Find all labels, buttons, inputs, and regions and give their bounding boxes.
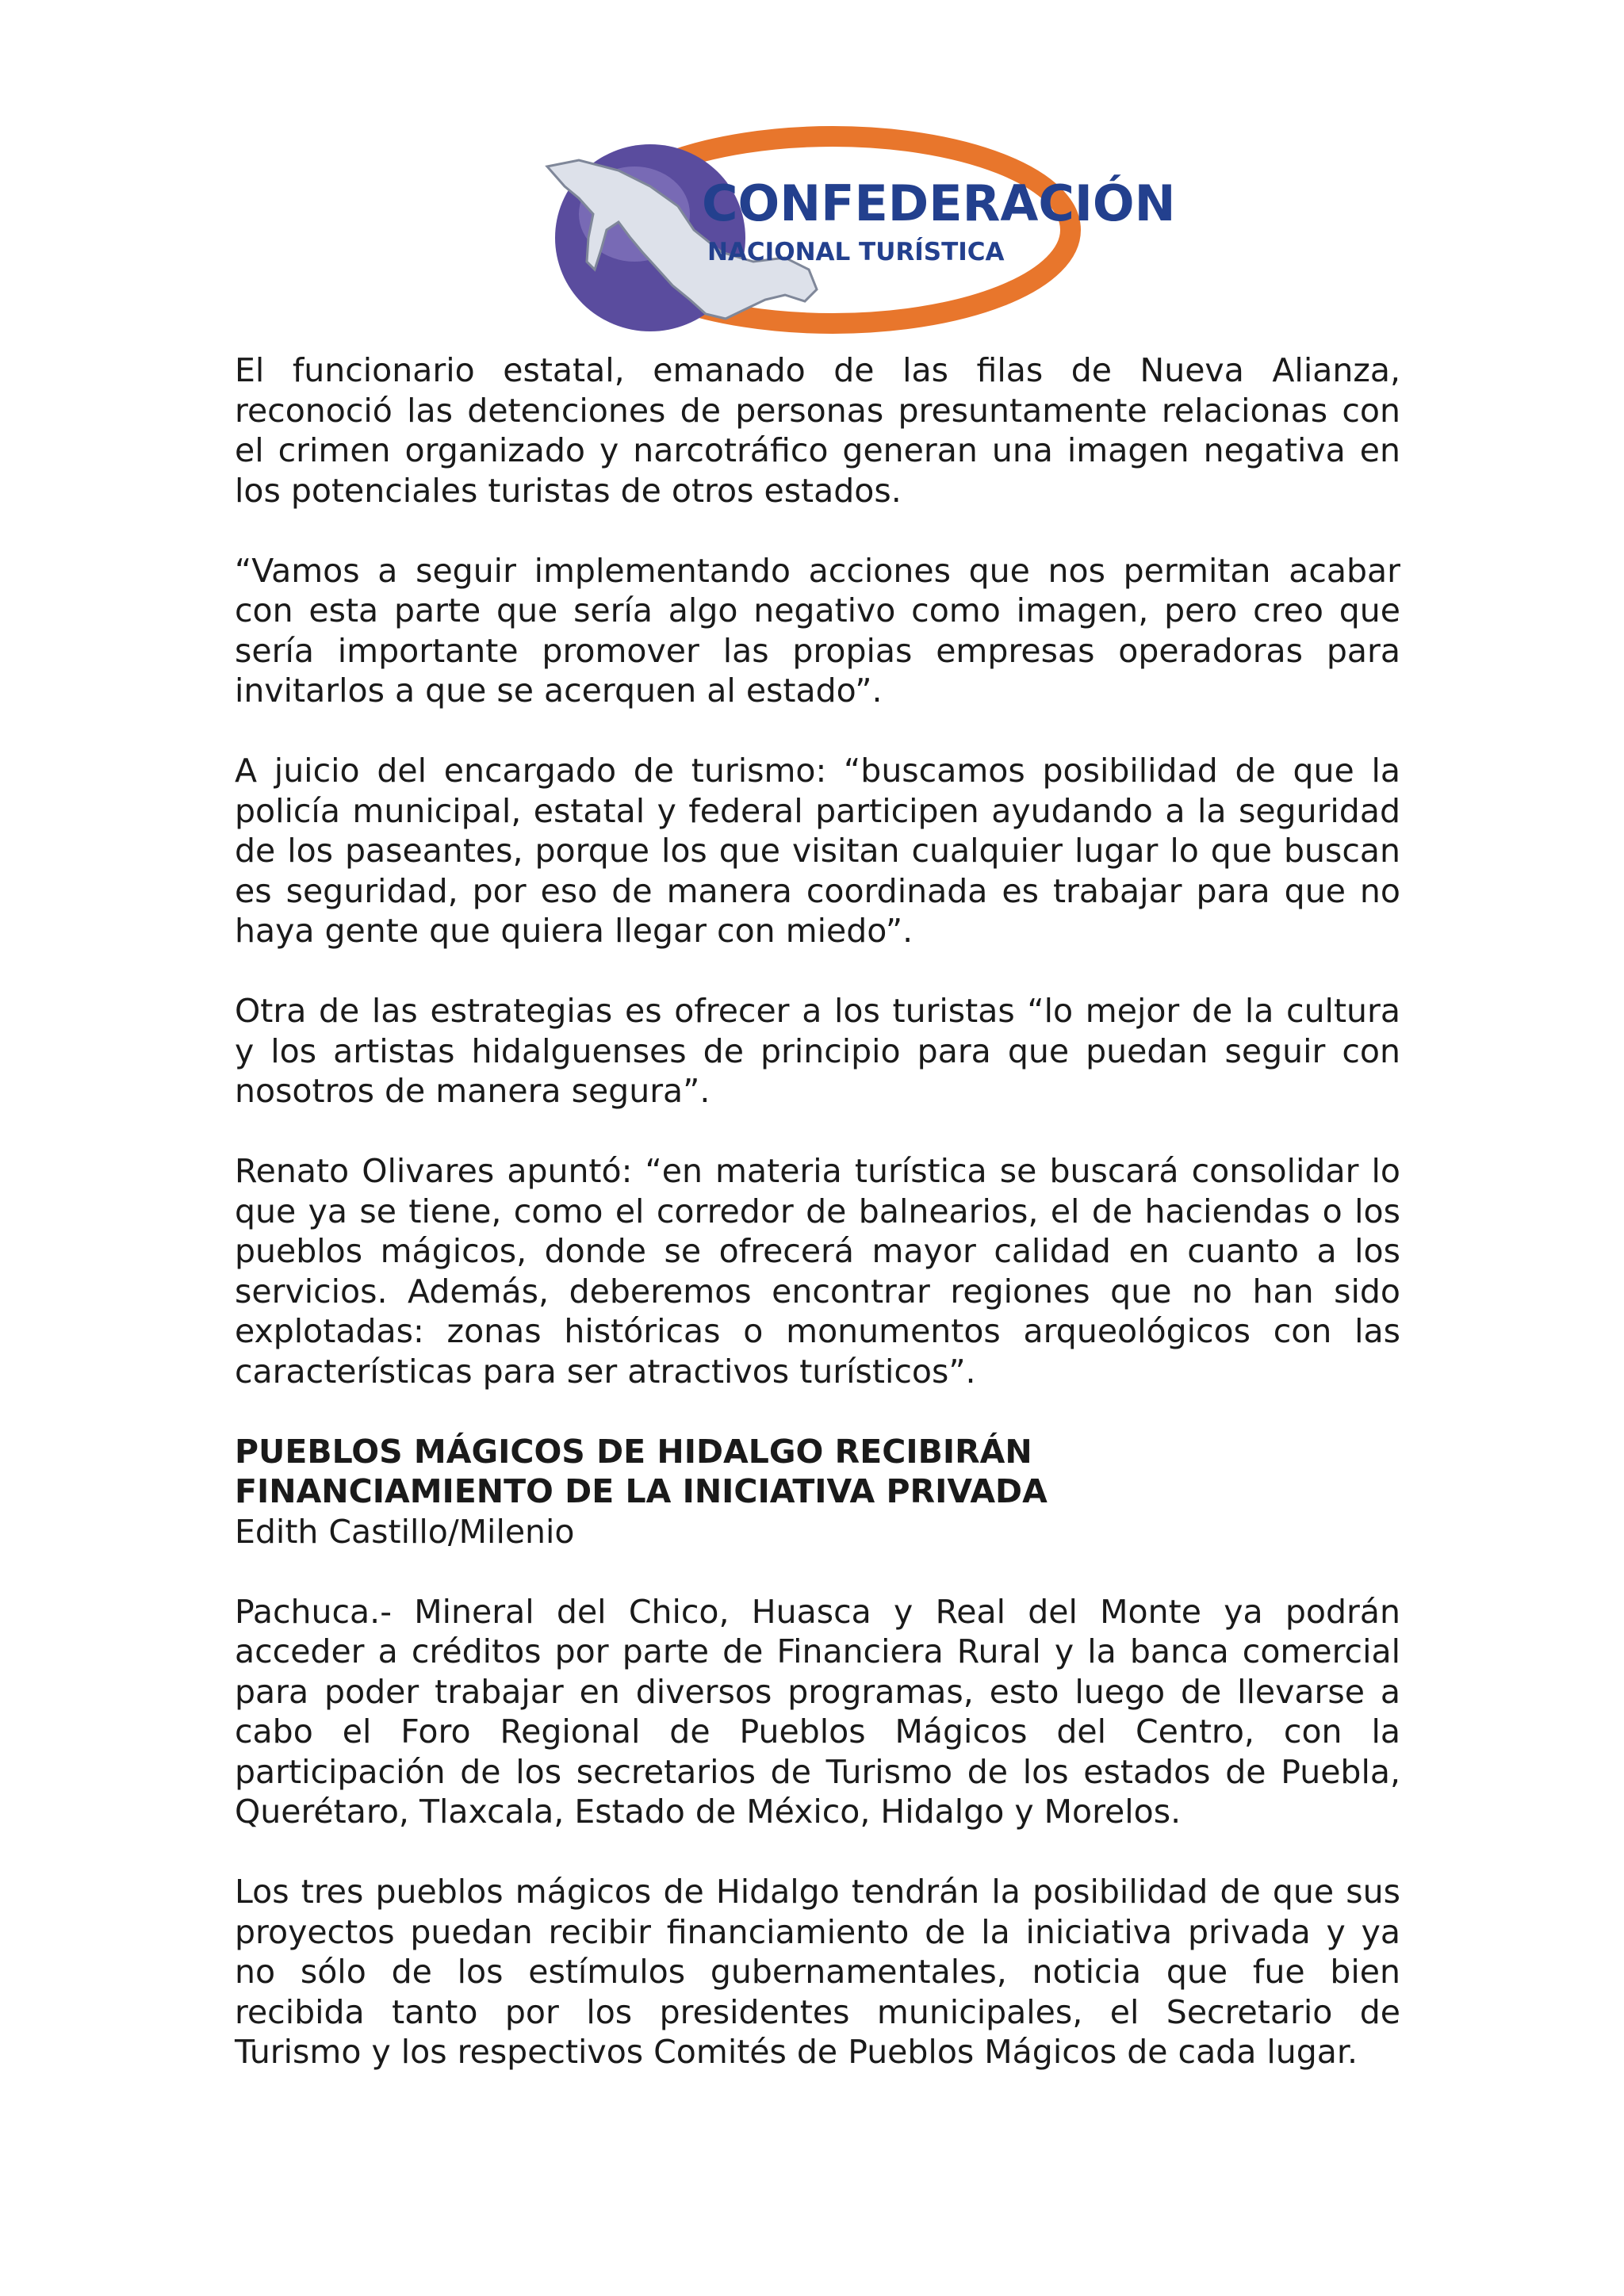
- paragraph: A juicio del encargado de turismo: “buscamos posibilidad de que la policía municipal, estatal y federal participen ayudando a la seguridad de los paseantes, porque los que visitan cualquier lugar lo que buscan es seguridad, por eso de manera coordinada es trabajar para que no haya gente que quiera llegar con miedo”.: [235, 752, 1400, 950]
- logo-line2: NACIONAL TURÍSTICA: [707, 238, 1005, 266]
- article-headline: [235, 1432, 1400, 1512]
- headline-line-1: PUEBLOS MÁGICOS DE HIDALGO RECIBIRÁN: [235, 1432, 1032, 1471]
- logo-graphic: [531, 111, 1176, 349]
- document-body: [235, 350, 1400, 2112]
- paragraph: Otra de las estrategias es ofrecer a los turistas “lo mejor de la cultura y los artistas hidalguenses de principio para que puedan seguir con nosotros de manera segura”.: [235, 992, 1400, 1110]
- article-byline: Edith Castillo/Milenio: [235, 1512, 575, 1551]
- article-paragraph: Los tres pueblos mágicos de Hidalgo tendrán la posibilidad de que sus proyectos puedan recibir financiamiento de la iniciativa privada y ya no sólo de los estímulos gubernamentales, noticia que fue bien recibida tanto por los presidentes municipales, el Secretario de Turismo y los respectivos Comités de Pueblos Mágicos de cada lugar.: [235, 1873, 1400, 2071]
- paragraph: Renato Olivares apuntó: “en materia turística se buscará consolidar lo que ya se tiene, como el corredor de balnearios, el de haciendas o los pueblos mágicos, donde se ofrecerá mayor calidad en cuanto a los servicios. Además, deberemos encontrar regiones que no han sido explotadas: zonas históricas o monumentos arqueológicos con las características para ser atractivos turísticos”.: [235, 1152, 1400, 1391]
- logo-line1: CONFEDERACIÓN: [702, 174, 1176, 232]
- article-paragraph: Pachuca.- Mineral del Chico, Huasca y Real del Monte ya podrán acceder a créditos por parte de Financiera Rural y la banca comercial para poder trabajar en diversos programas, esto luego de llevarse a cabo el Foro Regional de Pueblos Mágicos del Centro, con la participación de los secretarios de Turismo de los estados de Puebla, Querétaro, Tlaxcala, Estado de México, Hidalgo y Morelos.: [235, 1592, 1400, 1831]
- paragraph: El funcionario estatal, emanado de las filas de Nueva Alianza, reconoció las detenciones de personas presuntamente relacionas con el crimen organizado y narcotráfico generan una imagen negativa en los potenciales turistas de otros estados.: [235, 351, 1400, 510]
- confederacion-logo: [531, 111, 1176, 349]
- paragraph: “Vamos a seguir implementando acciones que nos permitan acabar con esta parte que sería algo negativo como imagen, pero creo que sería importante promover las propias empresas operadoras para invitarlos a que se acerquen al estado”.: [235, 551, 1400, 710]
- headline-line-2: FINANCIAMIENTO DE LA INICIATIVA PRIVADA: [235, 1472, 1048, 1510]
